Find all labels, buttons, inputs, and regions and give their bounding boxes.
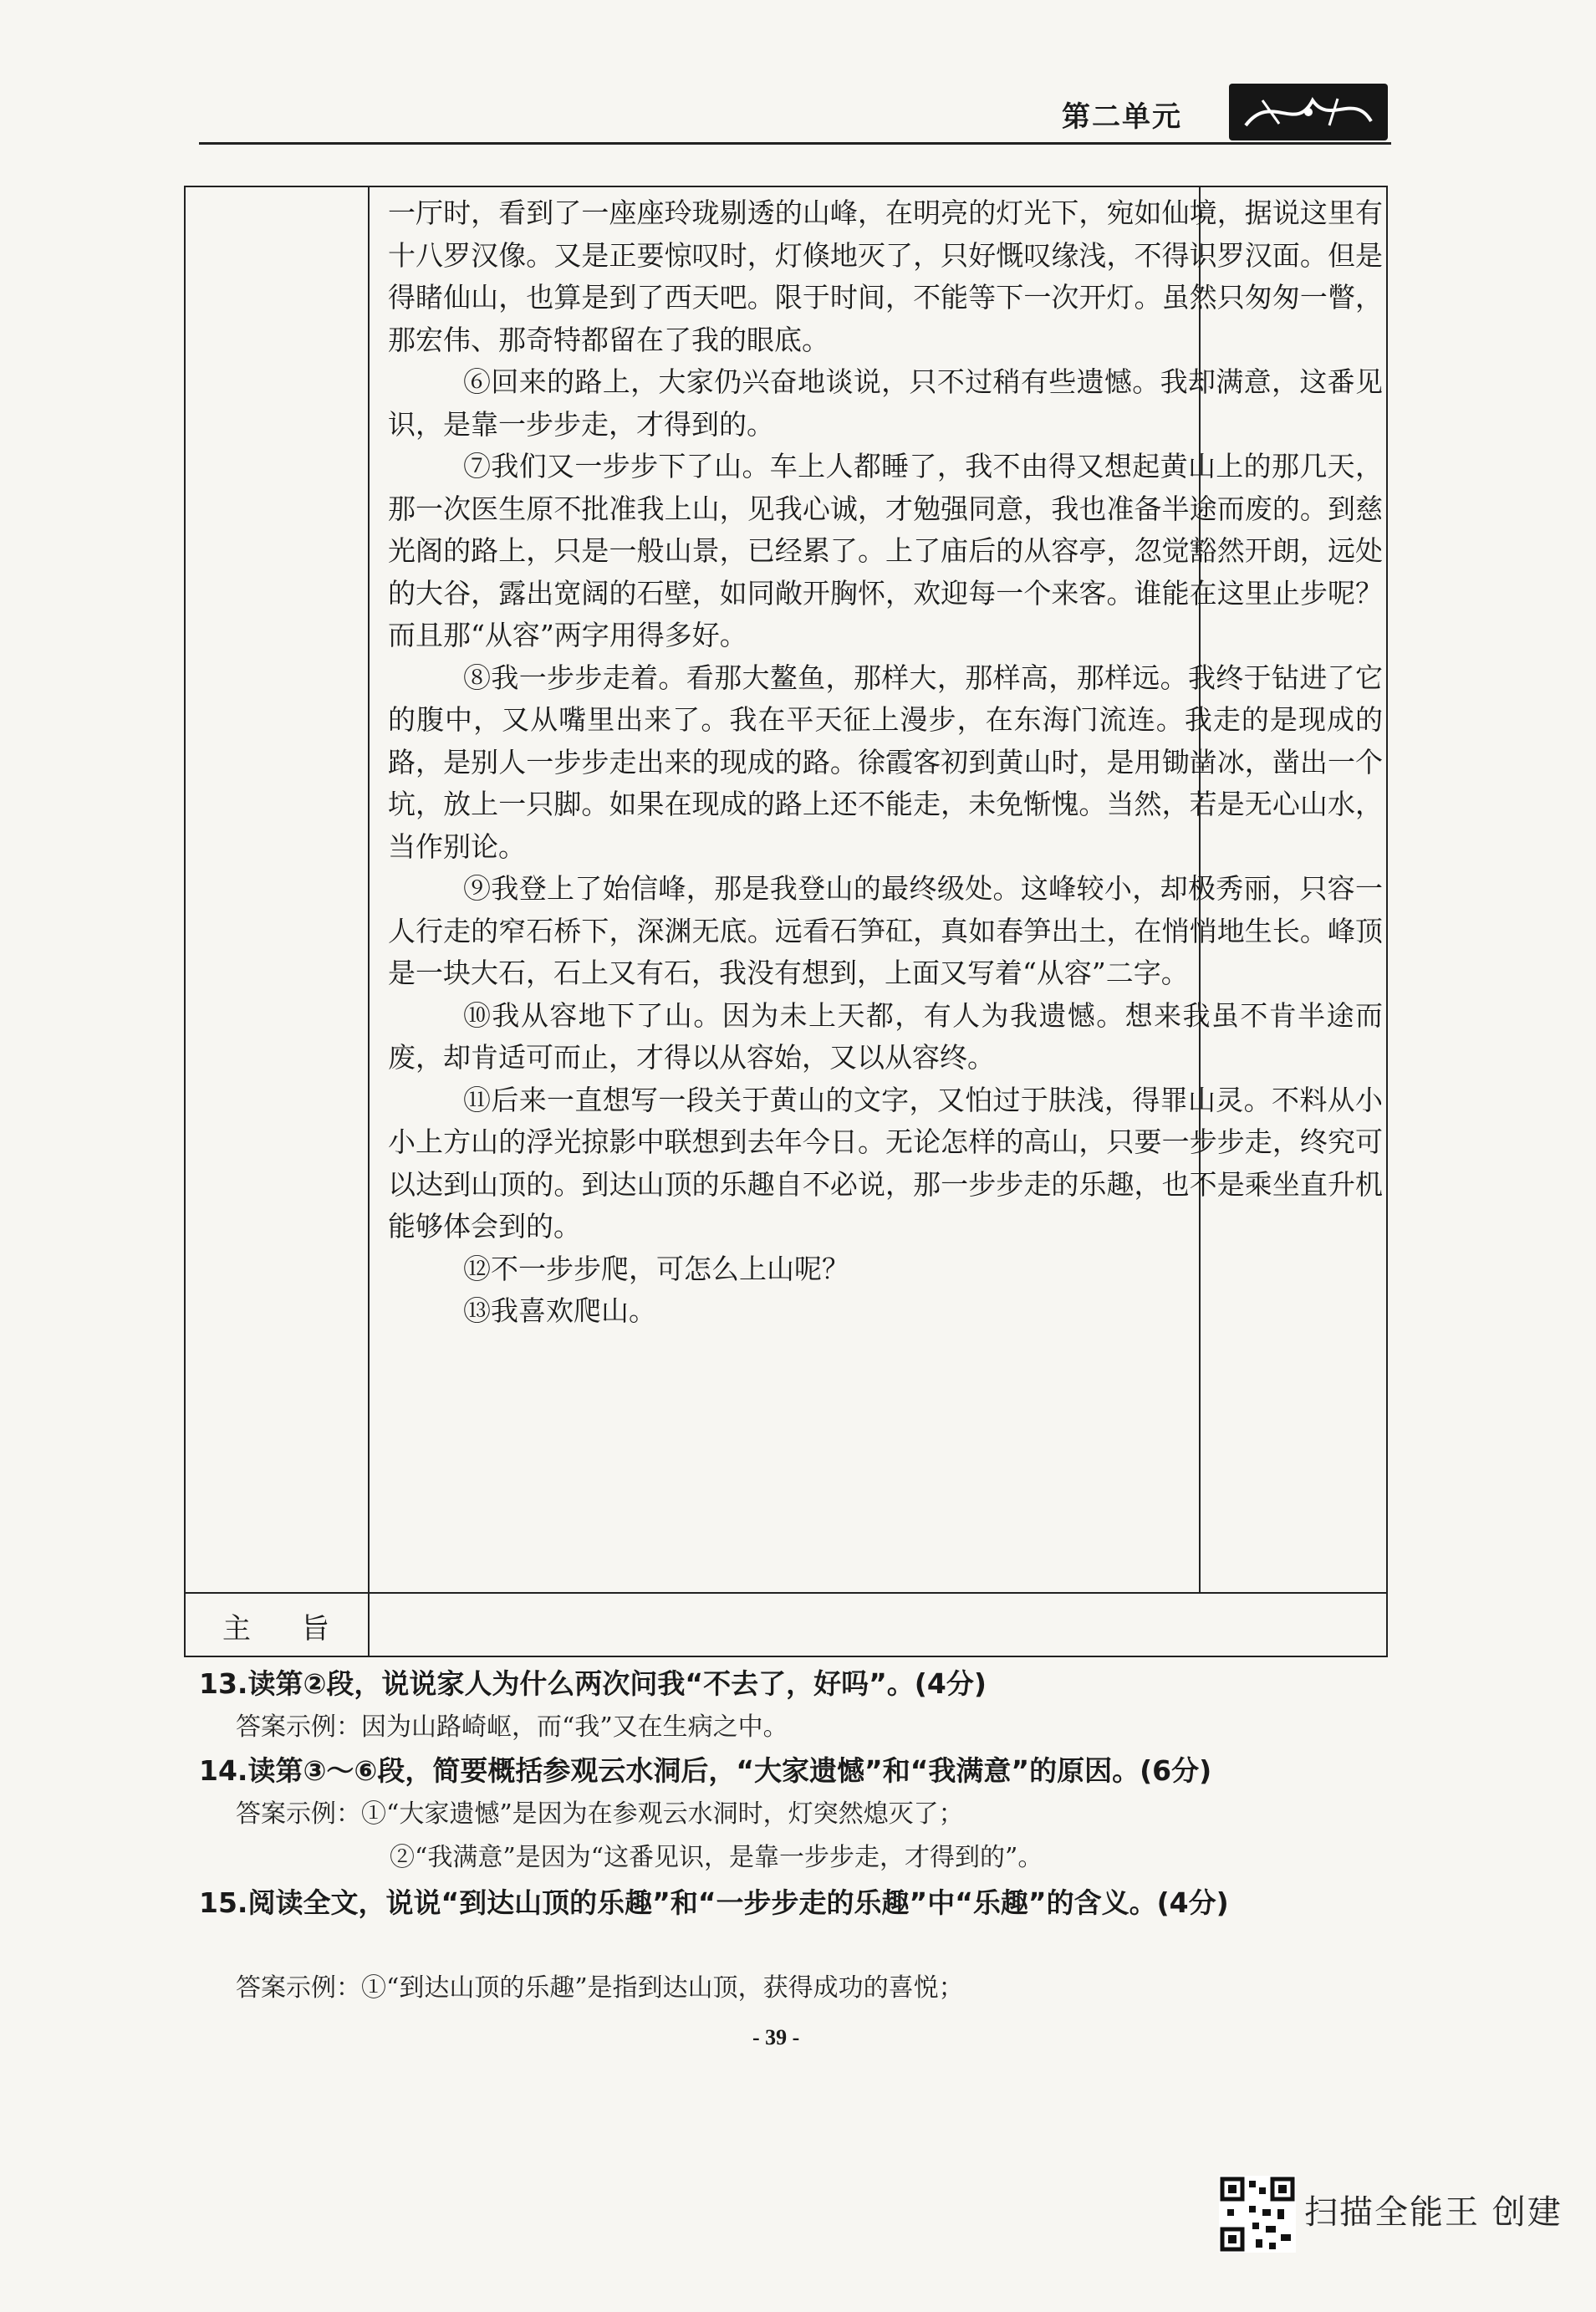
passage-paragraph: ⑦我们又一步步下了山。车上人都睡了，我不由得又想起黄山上的那几天，那一次医生原不批准我上山，见我心诚，才勉强同意，我也准备半途而废的。到慈光阁的路上，只是一般山景，已经累了。上了庙后的从容亭，忽觉豁然开朗，远处的大谷，露出宽阔的石壁，如同敞开胸怀，欢迎每一个来客。谁能在这里止步呢？而且那“从容”两字用得多好。 xyxy=(388,450,1383,651)
passage-paragraph: 一厅时，看到了一座座玲珑剔透的山峰，在明亮的灯光下，宛如仙境，据说这里有十八罗汉像。又是正要惊叹时，灯倏地灭了，只好慨叹缘浅，不得识罗汉面。但是得睹仙山，也算是到了西天吧。限于时间，不能等下一次开灯。虽然只匆匆一瞥，那宏伟、那奇特都留在了我的眼底。 xyxy=(388,196,1383,356)
passage-text xyxy=(388,192,1383,1333)
unit-title: 第二单元 xyxy=(1062,100,1182,134)
passage-paragraph: ⑪后来一直想写一段关于黄山的文字，又怕过于肤浅，得罪山灵。不料从小小上方山的浮光掠影中联想到去年今日。无论怎样的高山，只要一步步走，终究可以达到山顶的。到达山顶的乐趣自不必说，那一步步走的乐趣，也不是乘坐直升机能够体会到的。 xyxy=(388,1083,1383,1243)
passage-paragraph: ⑩我从容地下了山。因为未上天都，有人为我遗憾。想来我虽不肯半途而废，却肯适可而止，才得以从容始，又以从容终。 xyxy=(388,998,1383,1074)
qr-code-icon xyxy=(1219,2176,1296,2253)
passage-paragraph: ⑨我登上了始信峰，那是我登山的最终级处。这峰较小，却极秀丽，只容一人行走的窄石桥下，深渊无底。远看石笋矼，真如春笋出土，在悄悄地生长。峰顶是一块大石，石上又有石，我没有想到，上面又写着“从容”二字。 xyxy=(388,872,1383,989)
table-left-column-divider xyxy=(368,187,370,1656)
theme-label: 主旨 xyxy=(222,1612,380,1646)
passage-paragraph: ⑧我一步步走着。看那大鳌鱼，那样大，那样高，那样远。我终于钻进了它的腹中，又从嘴里出来了。我在平天征上漫步，在东海门流连。我走的是现成的路，是别人一步步走出来的现成的路。徐霞客初到黄山时，是用锄凿冰，凿出一个坑，放上一只脚。如果在现成的路上还不能走，未免惭愧。当然，若是无心山水，当作别论。 xyxy=(388,661,1383,863)
table-row-divider xyxy=(186,1592,1386,1594)
question-13: 13.读第②段，说说家人为什么两次问我“不去了，好吗”。(4分) xyxy=(199,1667,987,1700)
passage-paragraph: ⑥回来的路上，大家仍兴奋地谈说，只不过稍有些遗憾。我却满意，这番见识，是靠一步步走，才得到的。 xyxy=(388,365,1383,441)
question-15: 15.阅读全文，说说“到达山顶的乐趣”和“一步步走的乐趣”中“乐趣”的含义。(4分) xyxy=(199,1886,1229,1919)
question-14: 14.读第③～⑥段，简要概括参观云水洞后，“大家遗憾”和“我满意”的原因。(6分) xyxy=(199,1754,1212,1787)
passage-table xyxy=(184,186,1388,1657)
answer-14-2: ②“我满意”是因为“这番见识，是靠一步步走，才得到的”。 xyxy=(390,1843,1043,1872)
answer-14-1: 答案示例：①“大家遗憾”是因为在参观云水洞时，灯突然熄灭了； xyxy=(236,1799,964,1829)
passage-paragraph: ⑫不一步步爬，可怎么上山呢？ xyxy=(463,1252,849,1285)
page-number: - 39 - xyxy=(752,2025,800,2049)
answer-15-1: 答案示例：①“到达山顶的乐趣”是指到达山顶，获得成功的喜悦； xyxy=(236,1973,964,2003)
header-divider xyxy=(199,142,1391,145)
scanner-watermark: 扫描全能王 创建 xyxy=(1304,2193,1563,2232)
brand-logo xyxy=(1229,84,1388,140)
passage-paragraph: ⑬我喜欢爬山。 xyxy=(463,1294,656,1327)
answer-13: 答案示例：因为山路崎岖，而“我”又在生病之中。 xyxy=(236,1712,788,1742)
